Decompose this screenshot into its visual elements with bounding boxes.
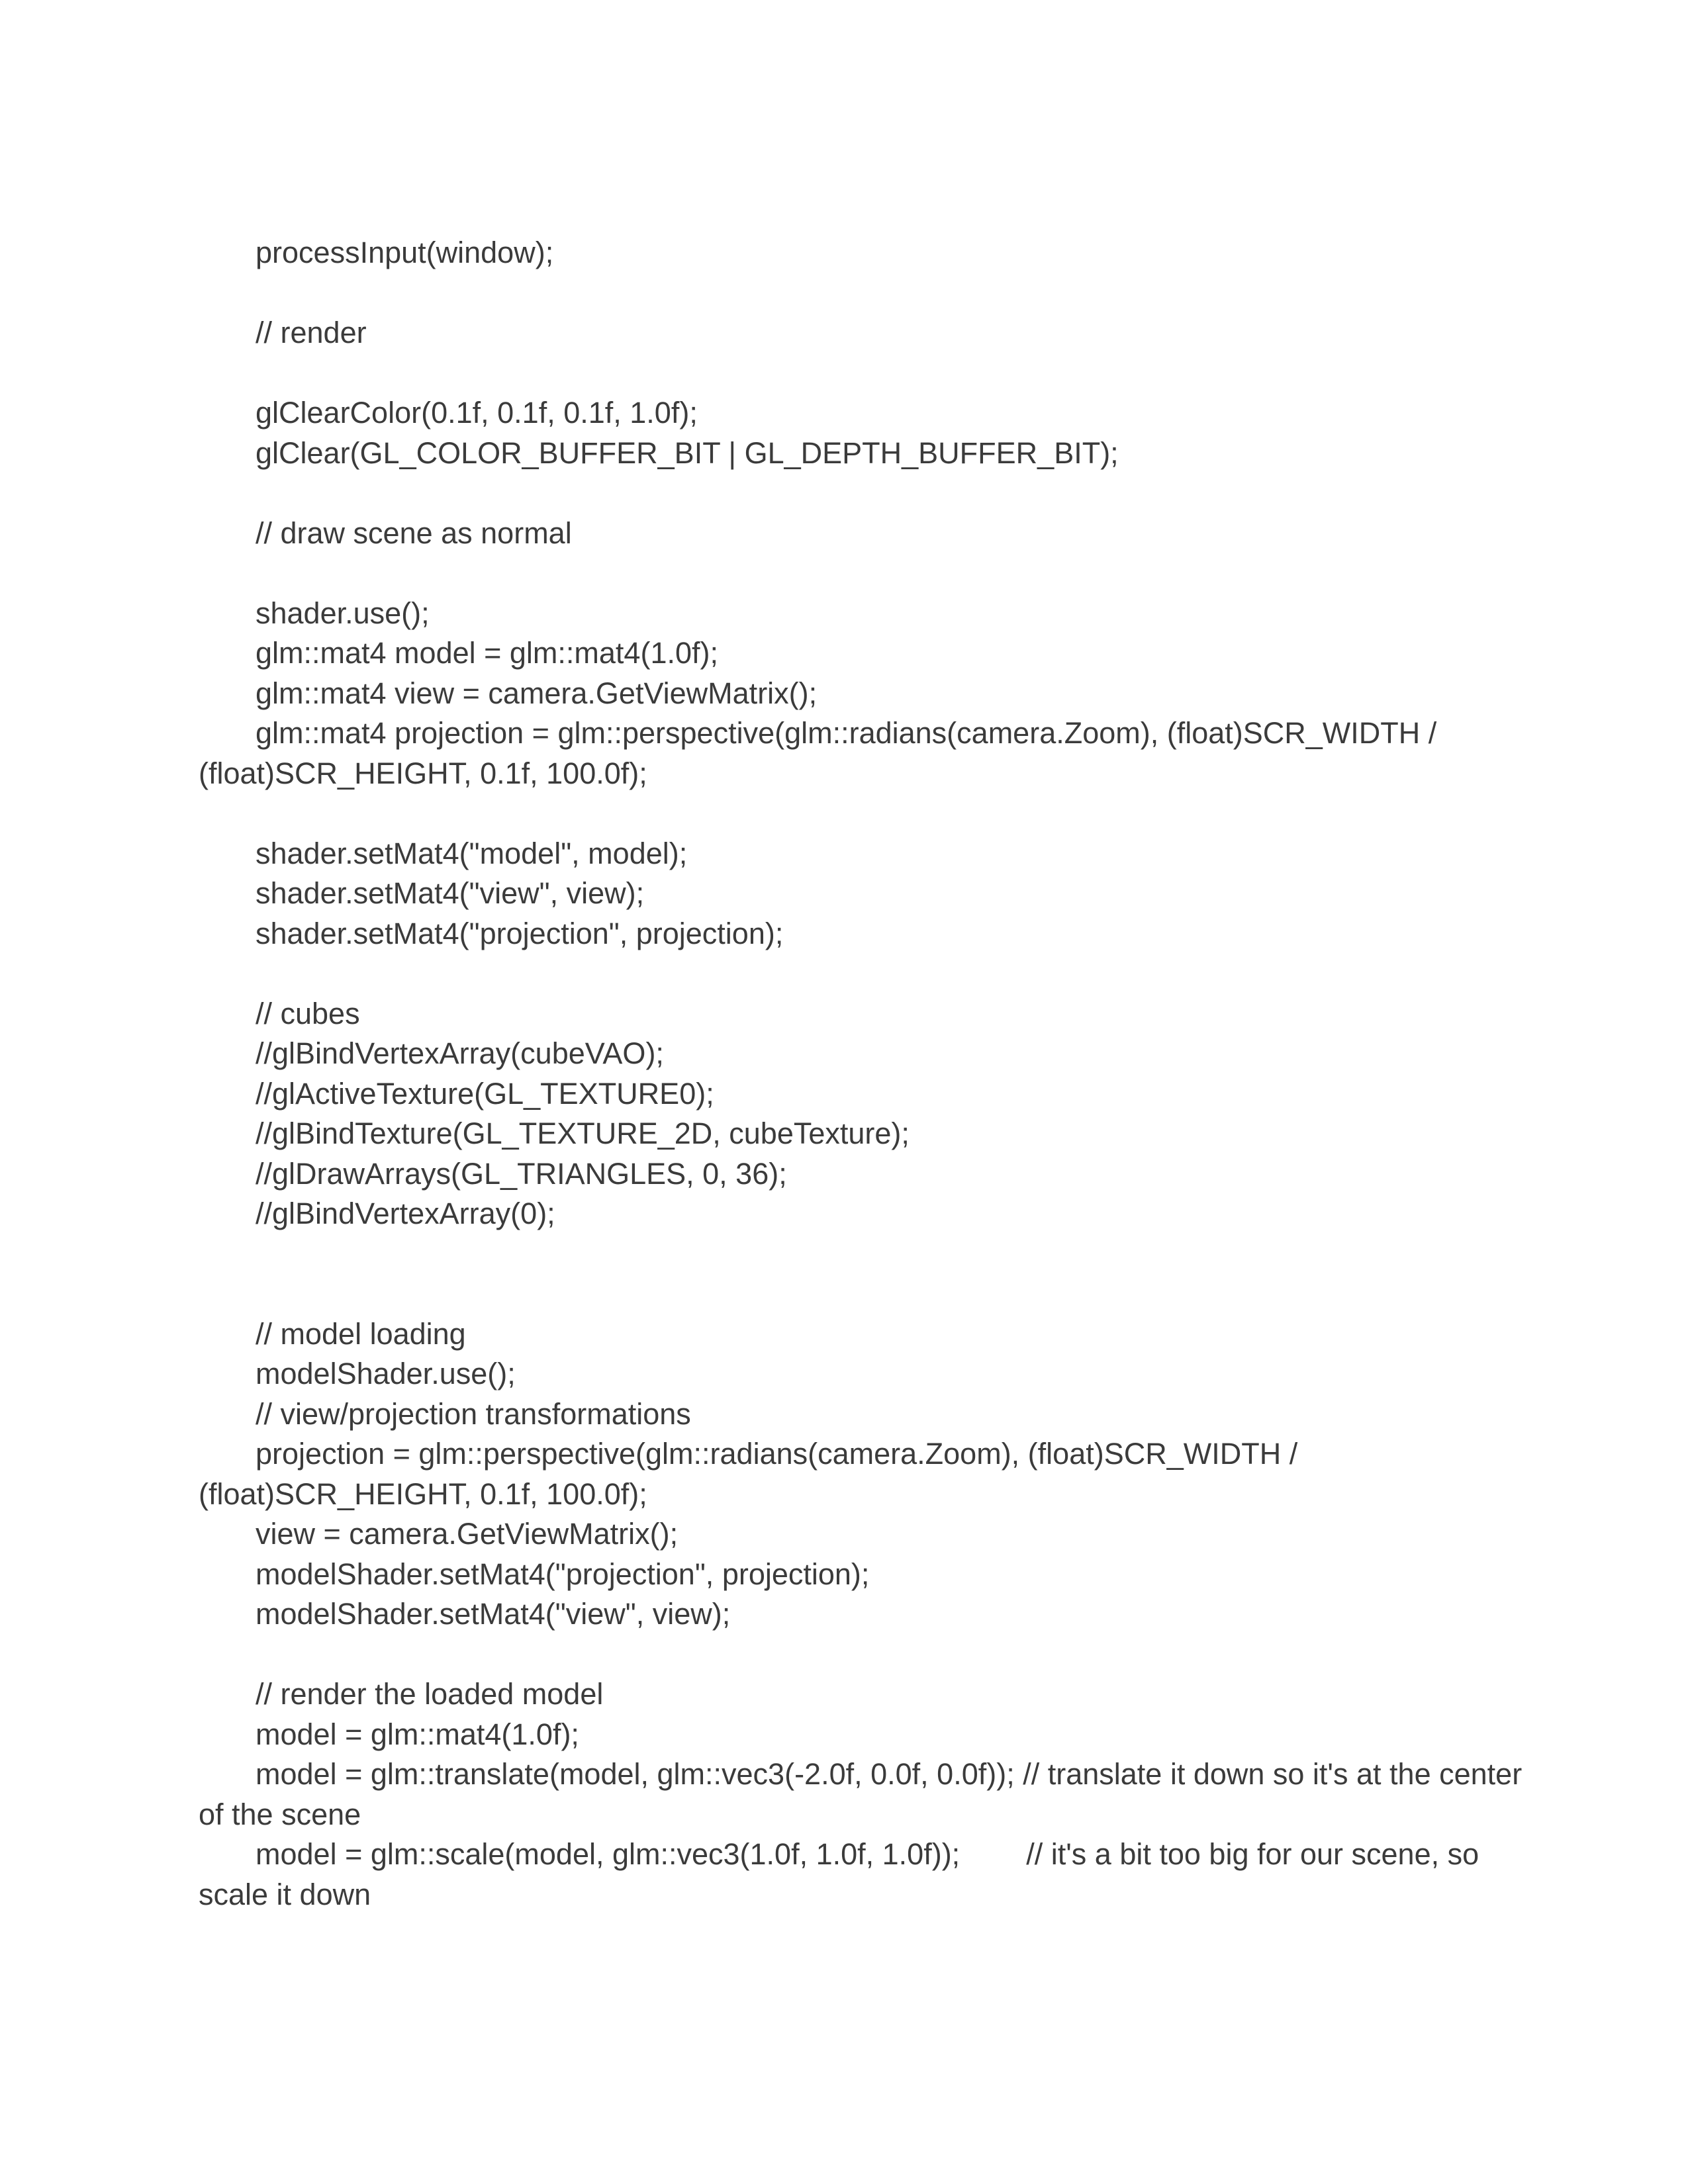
blank-line [199,553,1489,594]
code-line: // render [256,316,367,349]
code-line: scale it down [199,1877,371,1911]
blank-line [199,954,1489,994]
code-line: model = glm::translate(model, glm::vec3(-2.0f, 0.0f, 0.0f)); // translate it down so it's at the center [256,1757,1523,1791]
blank-line [199,1635,1489,1675]
code-line: (float)SCR_HEIGHT, 0.1f, 100.0f); [199,756,647,790]
code-text-block [199,233,1523,1915]
code-line: model = glm::mat4(1.0f); [256,1717,579,1751]
code-line: projection = glm::perspective(glm::radians(camera.Zoom), (float)SCR_WIDTH / [256,1437,1298,1471]
code-line: processInput(window); [256,236,554,269]
blank-line [199,1274,1489,1314]
code-line: glm::mat4 projection = glm::perspective(glm::radians(camera.Zoom), (float)SCR_WIDTH / [256,716,1437,750]
code-line: // view/projection transformations [256,1396,691,1431]
code-line: glClearColor(0.1f, 0.1f, 0.1f, 1.0f); [256,396,698,430]
code-line: (float)SCR_HEIGHT, 0.1f, 100.0f); [199,1477,647,1511]
code-line: // model loading [256,1316,466,1351]
code-line: shader.setMat4("view", view); [256,876,645,910]
code-line: model = glm::scale(model, glm::vec3(1.0f, 1.0f, 1.0f)); // it's a bit too big for our scene, so [256,1837,1479,1871]
code-line: of the scene [199,1797,361,1831]
blank-line [199,353,1489,394]
code-line: //glDrawArrays(GL_TRIANGLES, 0, 36); [256,1156,787,1191]
code-line: glm::mat4 model = glm::mat4(1.0f); [256,636,718,670]
blank-line [199,473,1489,514]
code-line: glm::mat4 view = camera.GetViewMatrix(); [256,676,818,710]
blank-line [199,1234,1489,1275]
code-line: modelShader.setMat4("projection", projection); [256,1557,870,1591]
code-line: // draw scene as normal [256,516,572,550]
code-line: // cubes [256,996,360,1030]
code-line: modelShader.use(); [256,1357,516,1390]
code-line: shader.setMat4("projection", projection); [256,916,784,950]
code-line: // render the loaded model [256,1677,604,1711]
code-line: //glBindTexture(GL_TEXTURE_2D, cubeTexture); [256,1116,910,1150]
code-line: //glBindVertexArray(cubeVAO); [256,1036,664,1070]
code-line: shader.use(); [256,596,430,630]
code-line: shader.setMat4("model", model); [256,836,688,870]
code-line: //glActiveTexture(GL_TEXTURE0); [256,1076,714,1111]
code-line: //glBindVertexArray(0); [256,1197,555,1230]
code-line: modelShader.setMat4("view", view); [256,1597,731,1631]
code-line: view = camera.GetViewMatrix(); [256,1517,679,1551]
code-line: glClear(GL_COLOR_BUFFER_BIT | GL_DEPTH_BUFFER_BIT); [256,435,1119,470]
blank-line [199,794,1489,834]
blank-line [199,273,1489,314]
